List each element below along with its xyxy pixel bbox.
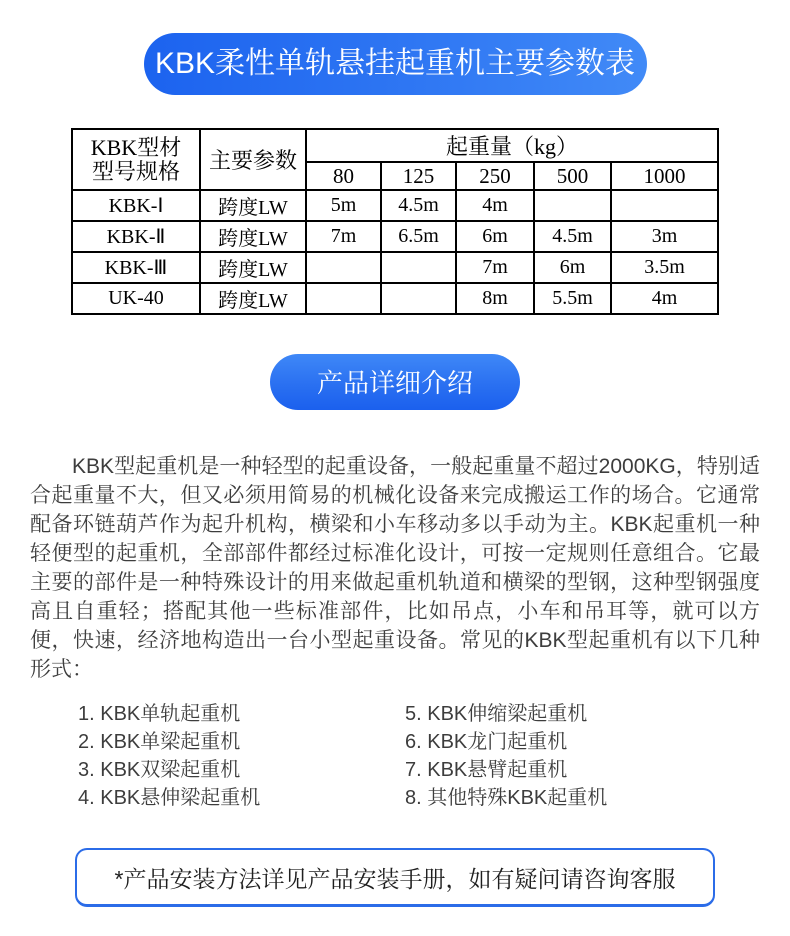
product-detail-button[interactable]: 产品详细介绍 <box>270 354 520 410</box>
intro-paragraph: KBK型起重机是一种轻型的起重设备，一般起重量不超过2000KG，特别适合起重量不大，但又必须用简易的机械化设备来完成搬运工作的场合。它通常配备环链葫芦作为起升机构，横梁和小车移动多以手动为主。KBK起重机一种轻便型的起重机，全部部件都经过标准化设计，可按一定规则任意组合。它最主要的部件是一种特殊设计的用来做起重机轨道和横梁的型钢，这种型钢强度高且自重轻；搭配其他一些标准部件，比如吊点，小车和吊耳等，就可以方便，快速，经济地构造出一台小型起重设备。常见的KBK型起重机有以下几种形式： <box>30 455 760 681</box>
cell-span: 7m <box>306 221 381 252</box>
crane-type-item: 2. KBK单梁起重机 <box>78 731 241 753</box>
cell-span: 3m <box>611 221 718 252</box>
table-row <box>72 190 718 221</box>
crane-type-item: 4. KBK悬伸梁起重机 <box>78 787 261 809</box>
crane-type-item: 6. KBK龙门起重机 <box>405 731 568 753</box>
cell-span: 6m <box>534 252 611 283</box>
cell-span <box>306 252 381 283</box>
cell-span: 5.5m <box>534 283 611 314</box>
cell-model: UK-40 <box>72 283 200 314</box>
install-note-text: *产品安装方法详见产品安装手册，如有疑问请咨询客服 <box>114 865 676 892</box>
cell-span <box>534 190 611 221</box>
cell-model: KBK-Ⅲ <box>72 252 200 283</box>
cell-span: 7m <box>456 252 534 283</box>
crane-type-item: 7. KBK悬臂起重机 <box>405 759 568 781</box>
cell-param: 跨度LW <box>200 283 306 314</box>
cell-span: 4.5m <box>534 221 611 252</box>
cell-span: 3.5m <box>611 252 718 283</box>
cell-span: 5m <box>306 190 381 221</box>
cell-param: 跨度LW <box>200 190 306 221</box>
crane-type-item: 1. KBK单轨起重机 <box>78 703 241 725</box>
crane-type-list-left <box>30 700 405 812</box>
cell-model: KBK-Ⅱ <box>72 221 200 252</box>
col-header-model: KBK型材型号规格 <box>72 129 200 190</box>
crane-type-item: 5. KBK伸缩梁起重机 <box>405 703 588 725</box>
cell-span: 4m <box>611 283 718 314</box>
crane-type-lists <box>30 700 760 812</box>
table-row <box>72 283 718 314</box>
cell-span: 6.5m <box>381 221 456 252</box>
col-header-capacity: 500 <box>534 162 611 190</box>
install-note-box <box>75 848 715 907</box>
col-header-capacity: 80 <box>306 162 381 190</box>
crane-type-list-right <box>405 700 607 812</box>
cell-param: 跨度LW <box>200 221 306 252</box>
cell-span <box>306 283 381 314</box>
cell-span: 4m <box>456 190 534 221</box>
cell-span: 8m <box>456 283 534 314</box>
cell-span: 6m <box>456 221 534 252</box>
col-header-capacity: 1000 <box>611 162 718 190</box>
page-title: KBK柔性单轨悬挂起重机主要参数表 <box>154 47 636 80</box>
spec-table <box>71 128 719 315</box>
table-row <box>72 252 718 283</box>
cell-param: 跨度LW <box>200 252 306 283</box>
table-row <box>72 221 718 252</box>
cell-span <box>381 252 456 283</box>
col-header-param: 主要参数 <box>200 129 306 190</box>
page-title-banner <box>144 33 647 95</box>
col-header-capacity: 250 <box>456 162 534 190</box>
cell-span: 4.5m <box>381 190 456 221</box>
cell-span <box>611 190 718 221</box>
col-header-capacity-group: 起重量（kg） <box>306 129 718 162</box>
crane-type-item: 8. 其他特殊KBK起重机 <box>405 787 608 809</box>
cell-model: KBK-Ⅰ <box>72 190 200 221</box>
cell-span <box>381 283 456 314</box>
col-header-capacity: 125 <box>381 162 456 190</box>
crane-type-item: 3. KBK双梁起重机 <box>78 759 241 781</box>
